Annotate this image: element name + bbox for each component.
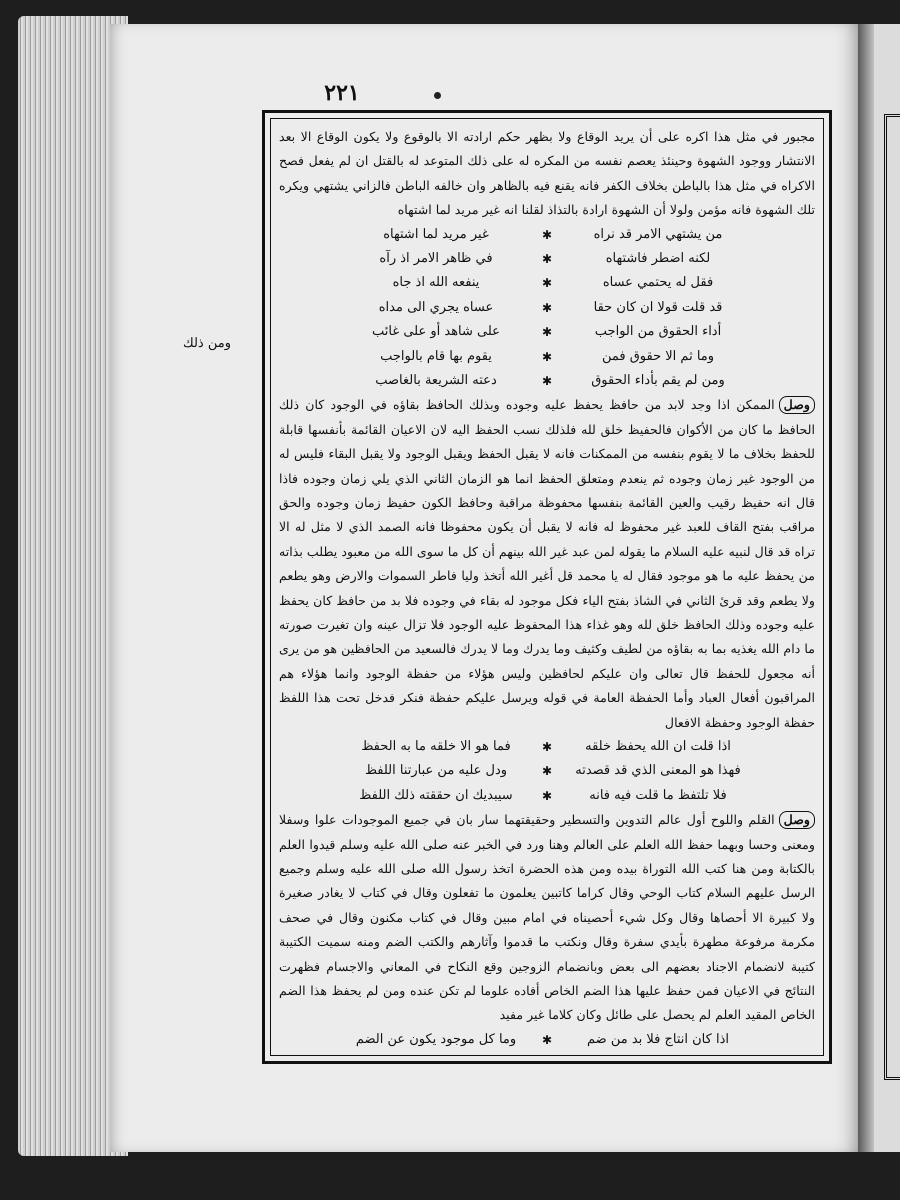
header-dot [434,92,441,99]
verse-first-hemistich: قد قلت قولا ان كان حقا [593,299,723,315]
facing-page-edge [874,24,900,1152]
verse-second-hemistich: فما هو الا خلقه ما به الحفظ [361,739,511,755]
verse-second-hemistich: في ظاهر الامر اذ رآه [379,251,493,267]
verse-second-hemistich: عساه يجري الى مداه [378,299,494,315]
verse-line [279,759,815,783]
verse-first-hemistich: اذا قلت ان الله يحفظ خلقه [585,739,731,755]
verse-first-hemistich: ومن لم يقم بأداء الحقوق [591,372,725,388]
verse-block-1 [279,223,815,394]
verse-first-hemistich: فقل له يحتمي عساه [602,275,714,291]
verse-line [279,296,815,320]
verse-second-hemistich: ودل عليه من عبارتنا اللفظ [364,763,508,779]
verse-first-hemistich: أداء الحقوق من الواجب [594,324,722,340]
verse-second-hemistich: على شاهد أو على غائب [372,324,500,340]
verse-line [279,223,815,247]
paragraph-coercion: مجبور في مثل هذا اكره على أن يريد الوقاع ولا بظهر حكم ارادته الا بالوقوع ولا يكون الوقاع الا بعد الانتشار ووجود الشهوة وحينئذ يعصم نفسه من المكره له على ذلك المتوعد له بالقتل ان لم يفعل فصح الاكراه في مثل هذا بالباطن بخلاف الكفر فانه يقنع فيه بالظاهر وان خالفه الباطن فالزاني يشتهي ويكره تلك الشهوة فانه مؤمن ولولا أن الشهوة ارادة بالتذاذ لقلنا انه غير مريد لما اشتهاه [279,129,815,218]
page-number: ٢٢١ [324,80,360,106]
verse-separator-star: ✱ [541,252,553,267]
verse-separator-star: ✱ [541,373,553,388]
verse-line [279,271,815,295]
paragraph-preservation-text: الممكن اذا وجد لابد من حافظ يحفظ عليه وجوده وبذلك الحافظ بقاؤه في الوجود كان ذلك الحافظ ما كان من الأكوان فالحفيظ خلق لله فلذلك نسب الحفظ اليه لان الاعيان القائمة بأنفسها قابلة للحفظ بخلاف ما لا يقوم بنفسه من الممكنات فانه لا يقبل الحفظ ويقبل الوجود ولا يقبل البقاء فليس له من الوجود غير زمان وجوده ثم ينعدم ومتعلق الحفظ انما هو الزمان الثاني الذي يلي زمان وجوده فاذا قال انه حفيظ رقيب والعين القائمة بنفسها محفوظة مراقبة وحافظ الكون حفيظ زمان وجوده والحق مراقب بفتح القاف للعبد غير محفوظ له فانه لا يقبل أن يكون محفوظا فانه الصمد الذي لا مثل له الا تراه قد قال لنبيه عليه السلام ما يقوله لمن عبد غير الله بينهم أن كل ما سوى الله من معبود يطلب بذاته من يحفظ عليه ما هو موجود فقال له يا محمد قل أغير الله أتخذ وليا فاطر السموات والارض وهو يطعم ولا يطعم وقد قرئ الثاني في الشاذ بفتح الياء فكل موجود له بقاء في وجوده فلا بد من حافظ كان يحفظ عليه وجوده وذلك الحافظ خلق لله وهو غذاء هذا المحفوظ عليه الوجود فلا تزال عينه وان تغيرت صورته ما دام الله يغذيه بما به بقاؤه من لطيف وكثيف وما يدرك وما لا يدرك فالسعيد من الحافظين هو من يرى أنه مجعول للحفظ قال تعالى وان عليكم لحافظين وليس هؤلاء من حفظة الوجود وانما هؤلاء هم المراقبون أفعال العباد وأما الحفظة العامة في قوله ويرسل عليكم حفظة فنكر فدخل تحت هذا اللفظ حفظة الوجود وحفظة الافعال [279,397,815,730]
verse-line [279,247,815,271]
verse-line [279,345,815,369]
paragraph-pen-tablet-text: القلم واللوح أول عالم التدوين والتسطير وحقيقتهما سار بان في جميع الموجودات علوا وسفلا ومعنى وحسا وبهما حفظ الله العلم على العالم وهنا ورد في الخبر عنه صلى الله عليه وسلم قيدوا العلم بالكتابة ومن هنا كتب الله التوراة بيده ومن هذه الحضرة اتخذ رسول الله صلى الله عليه وسلم وجميع الرسل عليهم السلام كتاب الوحي وقال كراما كاتبين يعلمون ما تفعلون وقال في كتاب لا يغادر صغيرة ولا كبيرة الا أحصاها وقال وكل شيء أحصيناه في امام مبين وقال في كتاب مكنون وقال في صحف مكرمة مرفوعة مطهرة بأيدي سفرة وقال ونكتب ما قدموا وآثارهم والكتب الضم ومنه سميت الكتيبة كتيبة لانضمام الاجناد بعضهم الى بعض وبانضمام الزوجين وقع النكاح في المعاني والاجسام فظهرت النتائج في الاعيان فمن حفظ عليها هذا الضم الخاص أفاده علوما لم تكن عنده ومن لم يحفظ هذا الضم الخاص المقيد العلم لم يحصل على طائل وكان كلاما غير مفيد [279,812,815,1023]
section-label: وصل [779,396,815,414]
verse-line [279,320,815,344]
verse-first-hemistich: من يشتهي الامر قد نراه [593,226,723,242]
facing-page-frame [884,114,900,1080]
final-verse-first-hemistich: اذا كان انتاج فلا بد من ضم [587,1031,729,1047]
paragraph-pen-tablet [279,808,815,1028]
verse-separator-star: ✱ [541,276,553,291]
verse-separator-star: ✱ [541,1032,553,1047]
verse-line [279,784,815,808]
verse-second-hemistich: سيبديك ان حققته ذلك اللفظ [359,787,513,803]
verse-separator-star: ✱ [541,227,553,242]
final-verse-second-hemistich: وما كل موجود يكون عن الضم [355,1031,517,1047]
verse-separator-star: ✱ [541,740,553,755]
verse-separator-star: ✱ [541,788,553,803]
verse-second-hemistich: دعته الشريعة بالغاصب [375,372,497,388]
section-label: وصل [779,811,815,829]
verse-separator-star: ✱ [541,300,553,315]
verse-separator-star: ✱ [541,349,553,364]
verse-block-2 [279,735,815,808]
verse-second-hemistich: يقوم بها قام بالواجب [380,348,492,364]
verse-line [279,369,815,393]
verse-first-hemistich: فلا تلتفظ ما قلت فيه فانه [589,787,727,803]
text-frame [262,110,832,1064]
margin-note: ومن ذلك [183,336,231,351]
paragraph-preservation [279,393,815,735]
verse-separator-star: ✱ [541,325,553,340]
verse-first-hemistich: فهذا هو المعنى الذي قد قصدته [575,763,741,779]
verse-separator-star: ✱ [541,764,553,779]
verse-second-hemistich: ينفعه الله اذ جاه [392,275,480,291]
main-text [279,125,815,1051]
verse-line [279,735,815,759]
verse-second-hemistich: غير مريد لما اشتهاه [383,226,489,242]
final-verse [279,1028,815,1052]
verse-first-hemistich: لكنه اضطر فاشتهاه [605,251,711,267]
verse-first-hemistich: وما ثم الا حقوق فمن [601,348,715,364]
